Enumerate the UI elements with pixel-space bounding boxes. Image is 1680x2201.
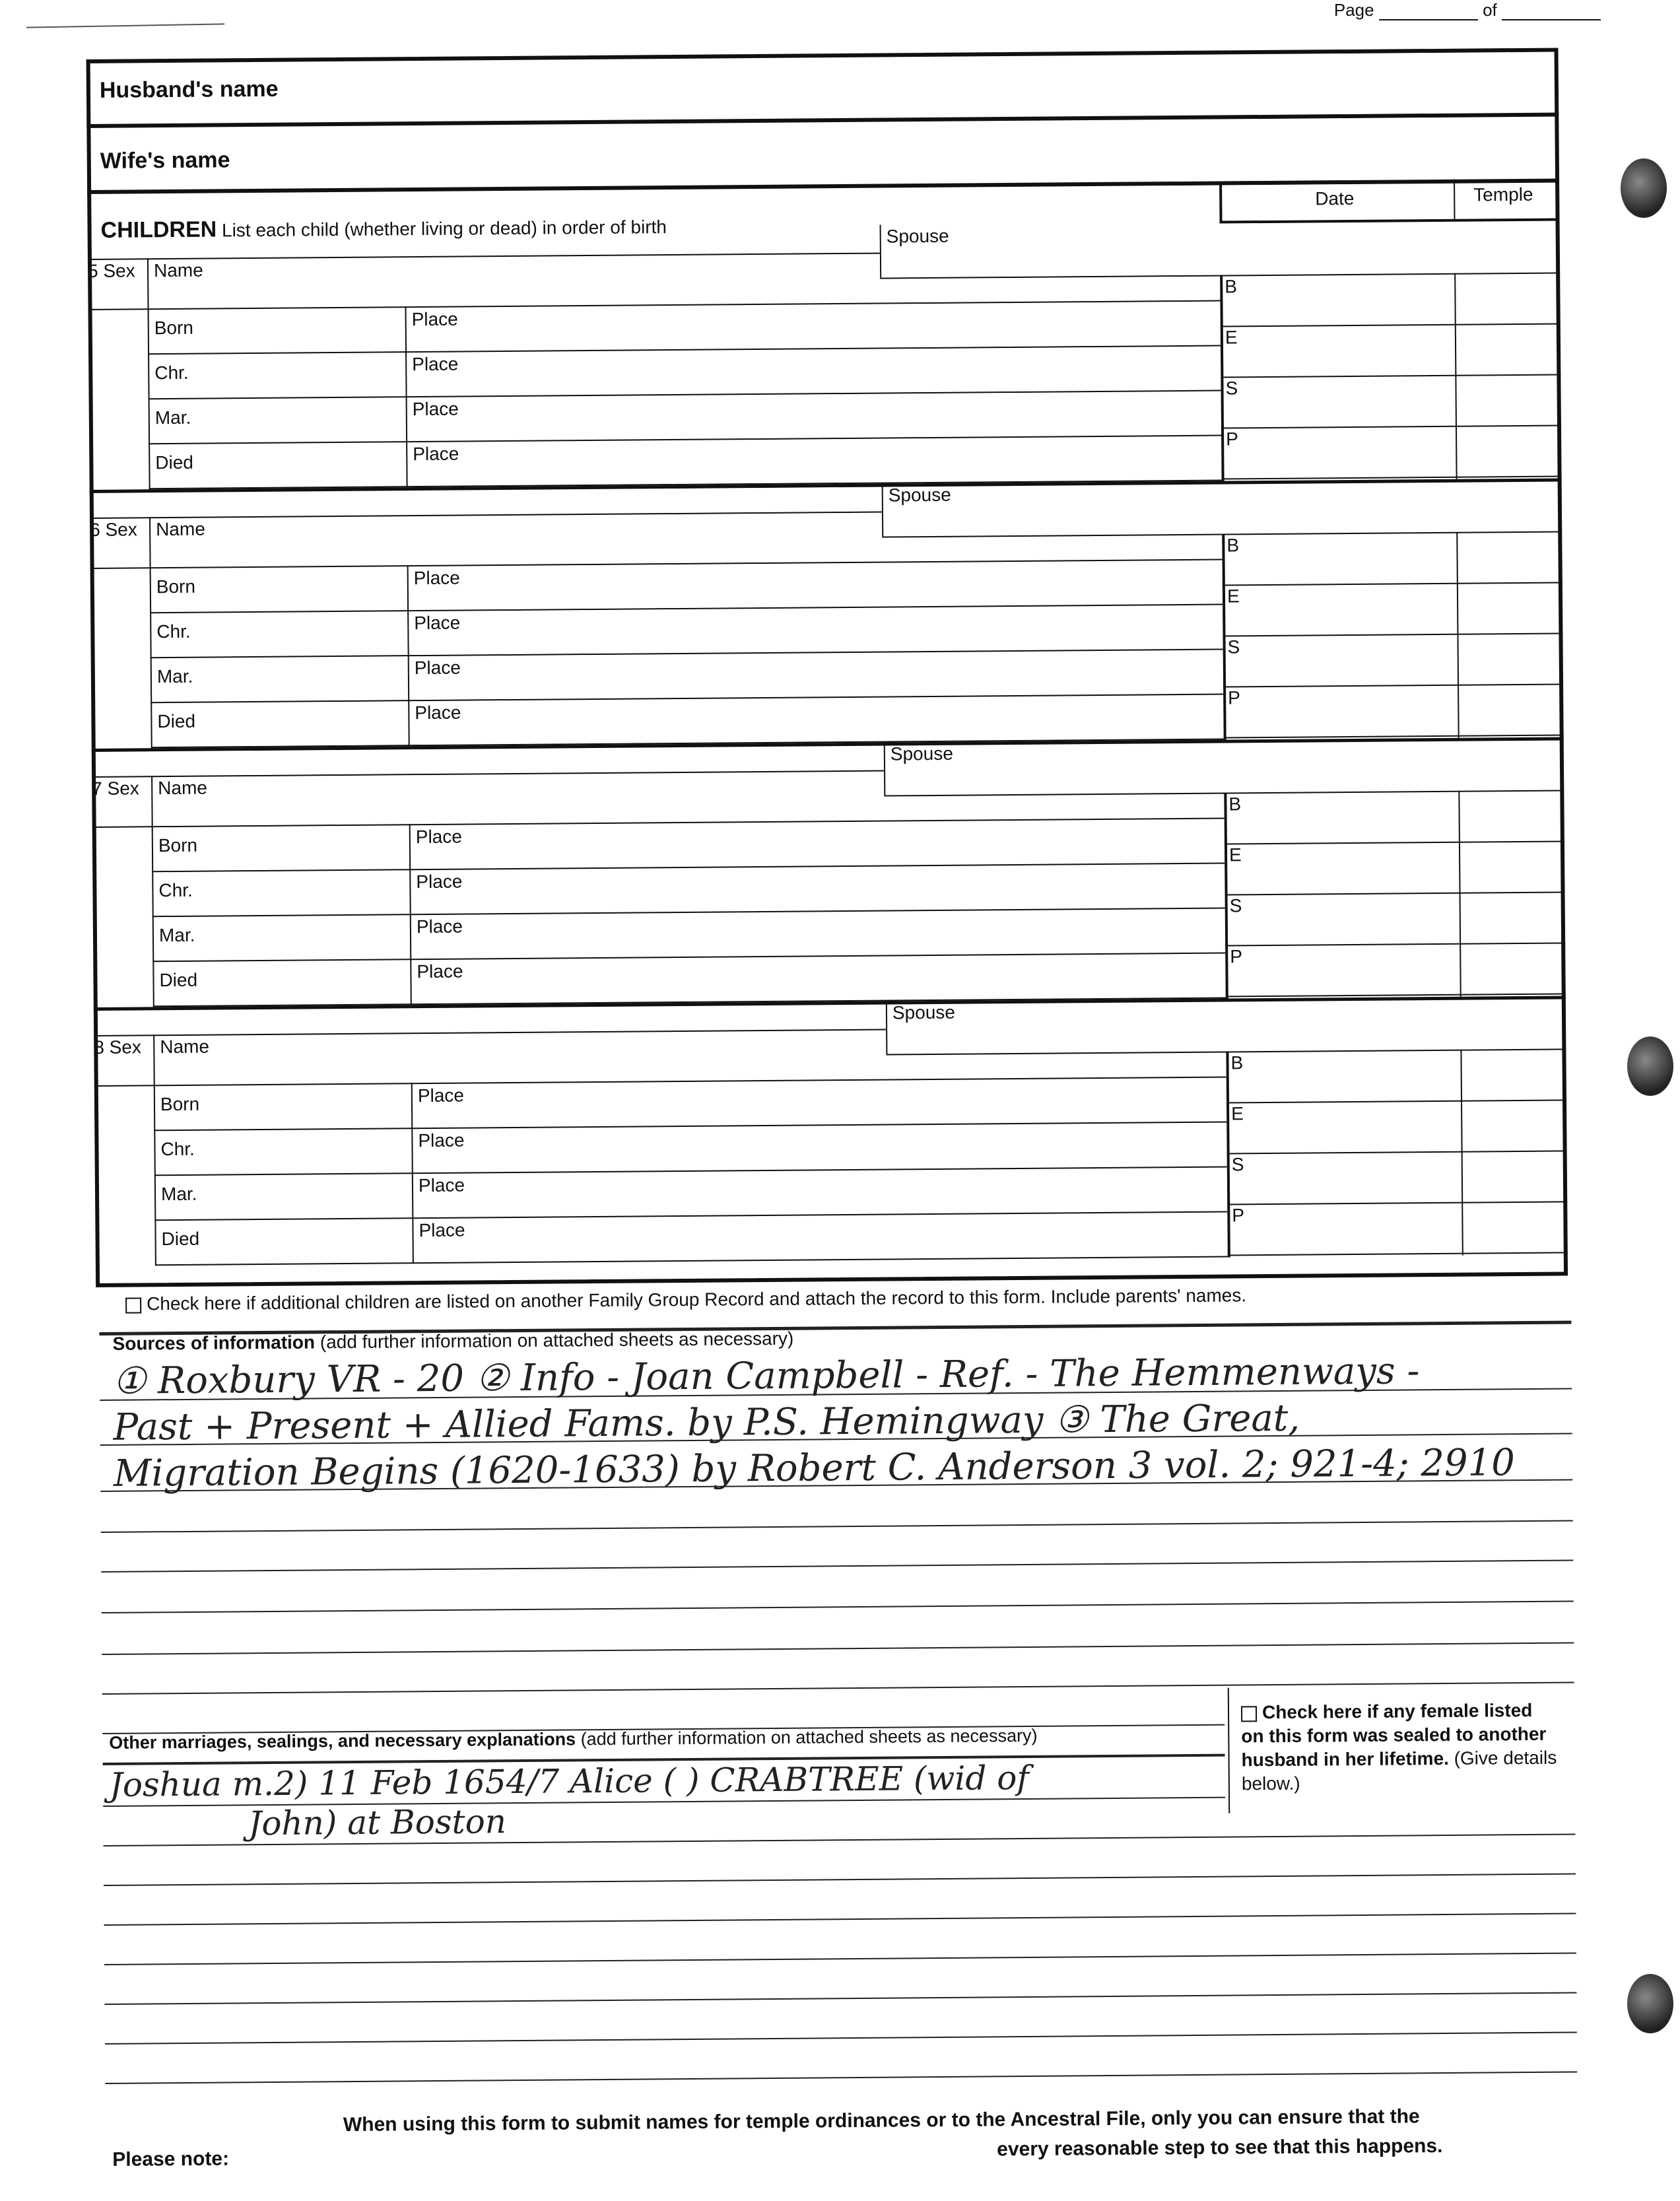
wife-name-label: Wife's name [100,147,230,174]
other-marriages-label: Other marriages, sealings, and necessary explanations [109,1729,576,1753]
other-marriages-handwriting-line-1: Joshua m.2) 11 Feb 1654/7 Alice ( ) CRABTREE (wid of [109,1758,1030,1804]
place-label: Place [418,1174,465,1196]
event-label: Mar. [158,924,195,946]
spouse-label: Spouse [890,743,953,764]
lower-section [99,1282,1578,2198]
event-label: Died [155,452,194,473]
sources-sublabel: (add further information on attached sheets as necessary) [319,1328,794,1353]
ordinance-label: E [1226,586,1240,607]
place-label: Place [415,826,462,848]
husband-name-label: Husband's name [99,76,279,103]
page-label: Page [1333,0,1374,20]
ordinance-label: P [1228,687,1241,708]
sources-handwriting-line-1: ① Roxbury VR - 20 ② Info - Joan Campbell - Ref. - The Hemmenways - [112,1349,1420,1403]
ordinance-label: S [1229,895,1242,916]
ordinance-label: P [1230,946,1243,967]
footer-note-line-2: every reasonable step to see that this happens. [997,2135,1443,2161]
ordinance-label: S [1231,1154,1244,1175]
child-name-label: Name [160,1036,210,1058]
children-instruction: List each child (whether living or dead) in order of birth [221,217,667,241]
sources-handwriting-line-3: Migration Begins (1620-1633) by Robert C. Anderson 3 vol. 2; 921-4; 2910 [113,1441,1516,1495]
place-label: Place [412,398,459,420]
event-label: Died [157,710,196,732]
sources-label: Sources of information [112,1332,316,1354]
event-label: Chr. [160,1138,195,1160]
child-entry [92,737,1566,1007]
sex-label: 8 Sex [94,1036,142,1058]
event-label: Died [159,969,198,991]
footer-note-line-1: When using this form to submit names for temple ordinances or to the Ancestral File, only you can ensure that the [343,2105,1420,2136]
checkbox[interactable] [1241,1706,1257,1722]
ordinance-label: E [1231,1103,1244,1124]
place-label: Place [416,871,463,893]
event-label: Chr. [158,879,193,901]
event-label: Born [160,1093,200,1115]
hole-punch [1627,1974,1673,2033]
ordinance-label: B [1225,276,1238,297]
event-label: Born [156,576,196,597]
event-label: Chr. [156,621,191,642]
other-marriages-handwriting-line-2: John) at Boston [248,1802,507,1843]
child-entry [90,478,1564,749]
checkbox[interactable] [125,1297,141,1313]
sources-handwriting-line-2: Past + Present + Allied Fams. by P.S. Hemingway ③ The Great, [113,1396,1300,1449]
ordinance-label: P [1232,1205,1245,1226]
place-label: Place [413,443,459,465]
child-name-label: Name [153,259,203,281]
place-label: Place [414,612,461,634]
spouse-label: Spouse [888,484,951,506]
place-label: Place [415,702,461,724]
date-column-header: Date [1315,187,1355,209]
event-label: Mar. [160,1183,197,1205]
other-marriages-label-row [109,1726,1037,1753]
ordinance-label: E [1225,327,1238,348]
child-entry [88,219,1562,490]
place-label: Place [414,657,461,679]
child-name-label: Name [156,518,205,540]
event-label: Mar. [154,407,191,428]
sources-label-row [112,1328,793,1355]
place-label: Place [417,961,463,982]
ordinance-label: S [1227,636,1240,658]
place-label: Place [412,353,459,375]
sex-label: 6 Sex [90,519,137,540]
of-label: of [1483,0,1497,20]
sex-label: 7 Sex [92,778,139,799]
child-name-label: Name [158,777,208,799]
sex-label: 5 Sex [87,260,135,281]
place-label: Place [416,916,463,937]
spouse-label: Spouse [886,225,949,247]
ordinance-label: S [1225,378,1238,399]
ordinance-label: B [1228,794,1242,815]
other-marriages-sublabel: (add further information on attached sheets as necessary) [580,1725,1038,1749]
hole-punch [1621,158,1667,218]
spouse-label: Spouse [892,1001,956,1023]
female-sealed-check[interactable]: Check here if any female listed on this form was sealed to another husband in her lifetime. (Give details below.) [1241,1699,1557,1794]
additional-children-check[interactable]: Check here if additional children are listed on another Family Group Record and attach the record to this form. Include parents' names. [125,1285,1246,1314]
ordinance-label: P [1225,428,1238,450]
place-label: Place [418,1130,465,1151]
event-label: Died [161,1228,200,1250]
event-label: Born [158,834,198,856]
ordinance-label: B [1230,1052,1244,1073]
ordinance-label: E [1228,844,1242,865]
place-label: Place [417,1085,465,1106]
footer-note-label: Please note: [112,2148,230,2171]
children-heading: CHILDREN [100,217,217,243]
temple-column-header: Temple [1473,184,1533,205]
event-label: Mar. [156,665,193,687]
event-label: Chr. [154,362,189,384]
child-entry [94,996,1568,1266]
place-label: Place [413,567,460,589]
place-label: Place [419,1219,465,1241]
event-label: Born [154,317,194,339]
place-label: Place [411,308,458,330]
ordinance-label: B [1226,535,1240,556]
hole-punch [1627,1036,1673,1096]
family-group-form [86,1,1568,1287]
